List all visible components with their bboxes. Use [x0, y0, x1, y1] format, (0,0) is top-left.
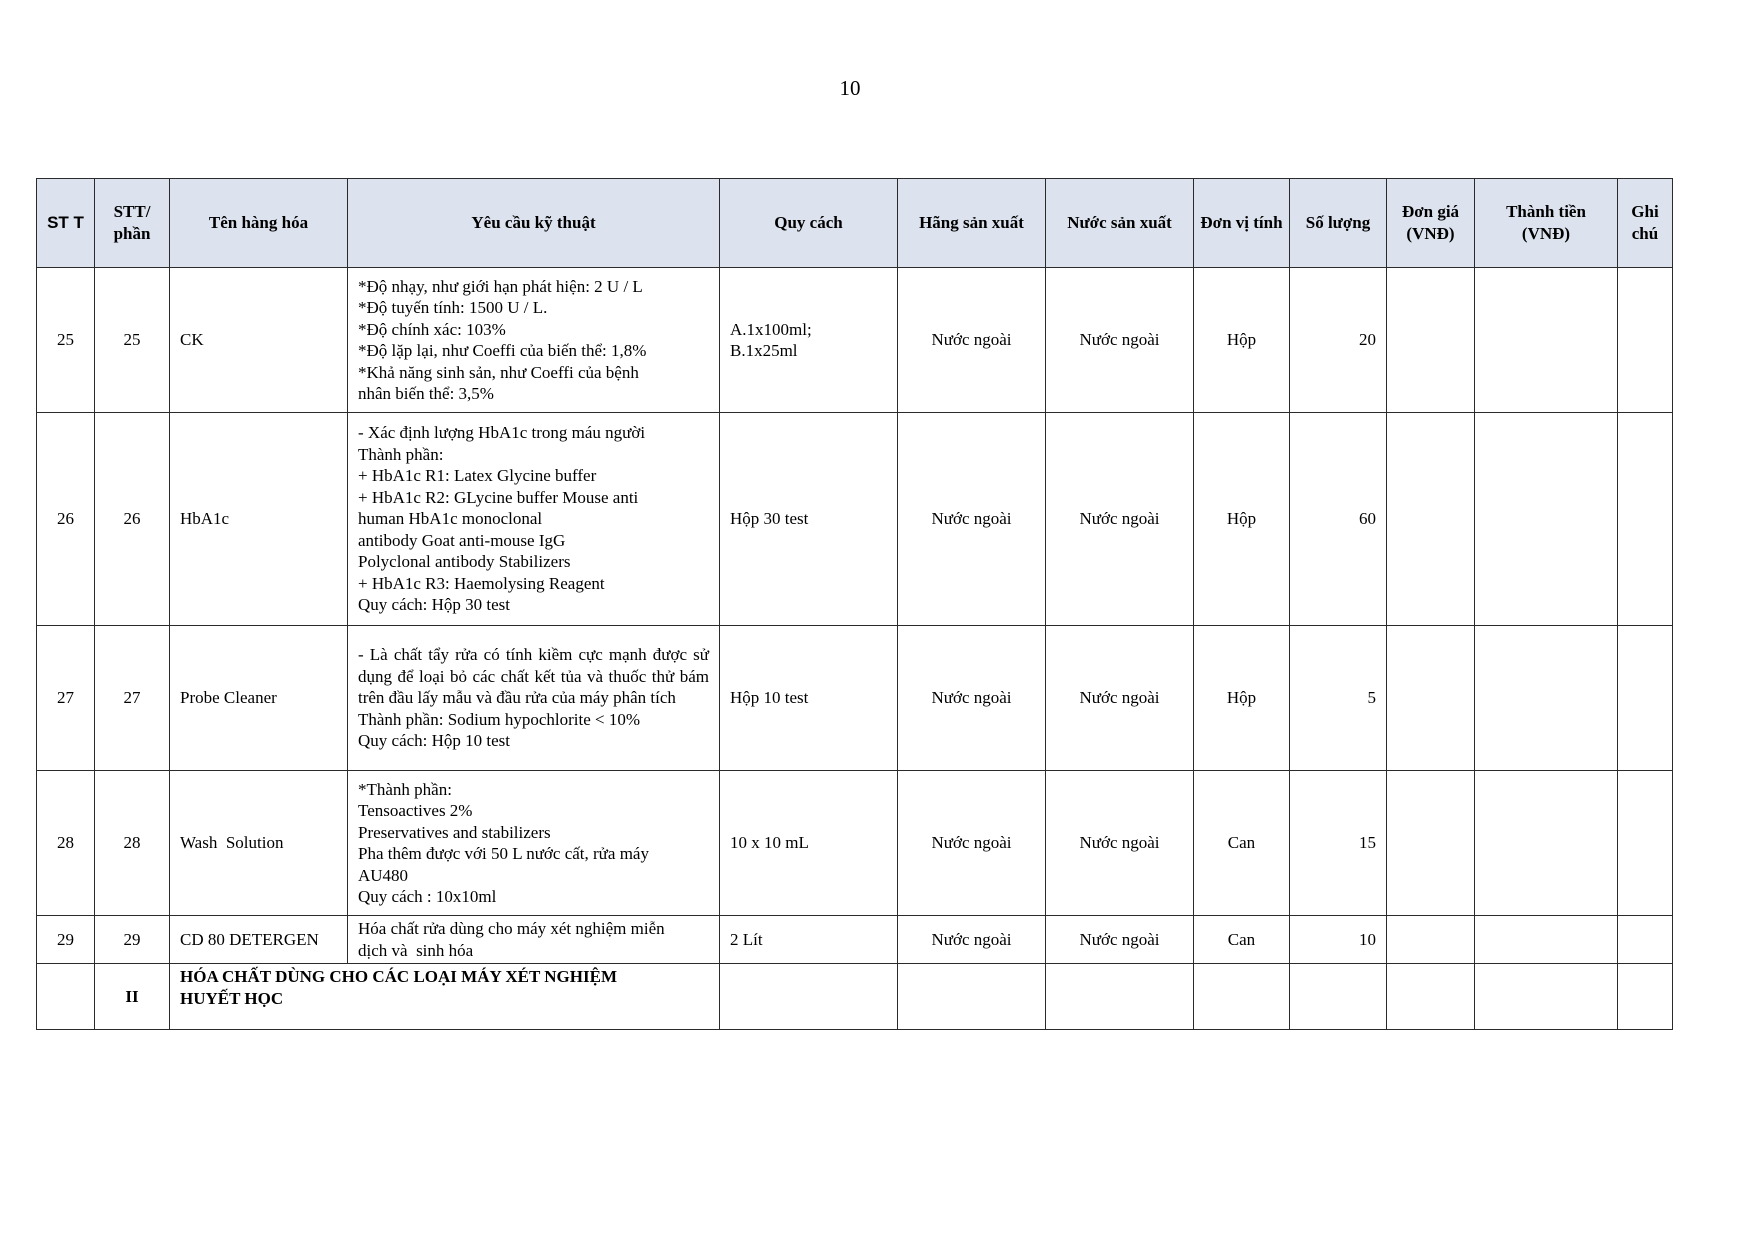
- spec-line: - Xác định lượng HbA1c trong máu người: [358, 423, 646, 443]
- cell-hang-san-xuat: Nước ngoài: [898, 626, 1046, 771]
- cell-hang-san-xuat: Nước ngoài: [898, 413, 1046, 626]
- cell-ten-hang-hoa: Probe Cleaner: [170, 626, 348, 771]
- col-ghi-chu: Ghi chú: [1618, 179, 1673, 268]
- cell-quy-cach: [720, 268, 898, 413]
- spec-line: + HbA1c R3: Haemolysing Reagent: [358, 573, 605, 593]
- goods-table: [36, 178, 1673, 1030]
- cell-don-gia: [1387, 964, 1475, 1030]
- spec-line: antibody Goat anti-mouse IgG: [358, 530, 566, 550]
- cell-quy-cach: [720, 626, 898, 771]
- cell-ten-hang-hoa: CK: [170, 268, 348, 413]
- spec-line: Thành phần:: [358, 444, 444, 464]
- col-so-luong: Số lượng: [1290, 179, 1387, 268]
- cell-yeu-cau: [348, 413, 720, 626]
- col-don-gia: Đơn giá (VNĐ): [1387, 179, 1475, 268]
- spec-line: AU480: [358, 865, 409, 885]
- cell-thanh-tien: [1475, 413, 1618, 626]
- cell-so-luong: 60: [1290, 413, 1387, 626]
- cell-yeu-cau: [348, 268, 720, 413]
- quy-cach-line: A.1x100ml;: [730, 319, 812, 339]
- cell-quy-cach: [720, 916, 898, 964]
- spec-line: Hóa chất rửa dùng cho máy xét nghiệm miễn: [358, 919, 665, 938]
- cell-stt: 26: [37, 413, 95, 626]
- cell-don-gia: [1387, 626, 1475, 771]
- quy-cach-line: 2 Lít: [730, 929, 763, 949]
- cell-thanh-tien: [1475, 916, 1618, 964]
- spec-paragraph: - Là chất tẩy rửa có tính kiềm cực mạnh được sử dụng để loại bỏ các chất kết tủa và thuốc thử bám trên đầu lấy mẫu và đầu rửa của máy phân tích: [358, 645, 709, 708]
- spec-line: Polyclonal antibody Stabilizers: [358, 552, 571, 572]
- cell-don-vi-tinh: Can: [1194, 916, 1290, 964]
- cell-nuoc-san-xuat: Nước ngoài: [1046, 413, 1194, 626]
- page-number: 10: [839, 76, 861, 100]
- cell-thanh-tien: [1475, 964, 1618, 1030]
- cell-stt-phan: 28: [95, 771, 170, 916]
- cell-quy-cach: [720, 964, 898, 1030]
- table-row: [37, 413, 1673, 626]
- quy-cach-line: 10 x 10 mL: [730, 833, 809, 853]
- cell-stt: 28: [37, 771, 95, 916]
- spec-line: Quy cách : 10x10ml: [358, 887, 497, 906]
- cell-ghi-chu: [1618, 413, 1673, 626]
- cell-ghi-chu: [1618, 626, 1673, 771]
- cell-don-vi-tinh: Hộp: [1194, 413, 1290, 626]
- spec-line: + HbA1c R2: GLycine buffer Mouse anti: [358, 487, 639, 507]
- cell-stt: 29: [37, 916, 95, 964]
- quy-cach-line: Hộp 10 test: [730, 688, 809, 708]
- section-title-line: HUYẾT HỌC: [180, 988, 284, 1008]
- col-stt-phan: STT/ phần: [95, 179, 170, 268]
- cell-hang-san-xuat: Nước ngoài: [898, 771, 1046, 916]
- cell-yeu-cau: [348, 916, 720, 964]
- cell-ten-hang-hoa: CD 80 DETERGEN: [170, 916, 348, 964]
- cell-nuoc-san-xuat: Nước ngoài: [1046, 916, 1194, 964]
- col-yeu-cau-ky-thuat: Yêu cầu kỹ thuật: [348, 179, 720, 268]
- cell-don-gia: [1387, 916, 1475, 964]
- cell-nuoc-san-xuat: Nước ngoài: [1046, 771, 1194, 916]
- table-row: [37, 771, 1673, 916]
- col-thanh-tien: Thành tiền (VNĐ): [1475, 179, 1618, 268]
- section-label: II: [95, 964, 170, 1030]
- spec-line: *Độ nhạy, như giới hạn phát hiện: 2 U / L: [358, 276, 643, 296]
- cell-ghi-chu: [1618, 916, 1673, 964]
- spec-line: *Độ lặp lại, như Coeffi của biến thể: 1,8%: [358, 341, 647, 360]
- cell-so-luong: 5: [1290, 626, 1387, 771]
- cell-thanh-tien: [1475, 626, 1618, 771]
- col-nuoc-san-xuat: Nước sản xuất: [1046, 179, 1194, 268]
- table-row: [37, 268, 1673, 413]
- cell-nuoc-san-xuat: [1046, 964, 1194, 1030]
- spec-line: nhân biến thể: 3,5%: [358, 384, 494, 403]
- cell-don-vi-tinh: Hộp: [1194, 626, 1290, 771]
- cell-stt-phan: 25: [95, 268, 170, 413]
- cell-stt-phan: 29: [95, 916, 170, 964]
- cell-so-luong: [1290, 964, 1387, 1030]
- spec-line: human HbA1c monoclonal: [358, 509, 543, 529]
- cell-ten-hang-hoa: Wash Solution: [170, 771, 348, 916]
- col-hang-san-xuat: Hãng sản xuất: [898, 179, 1046, 268]
- spec-line: Tensoactives 2%: [358, 801, 473, 820]
- spec-line: *Độ tuyến tính: 1500 U / L.: [358, 298, 548, 317]
- spec-line: Preservatives and stabilizers: [358, 822, 551, 842]
- cell-so-luong: 20: [1290, 268, 1387, 413]
- cell-quy-cach: [720, 771, 898, 916]
- col-quy-cach: Quy cách: [720, 179, 898, 268]
- cell-hang-san-xuat: Nước ngoài: [898, 916, 1046, 964]
- cell-ghi-chu: [1618, 268, 1673, 413]
- cell-hang-san-xuat: [898, 964, 1046, 1030]
- spec-line: dịch và sinh hóa: [358, 940, 474, 960]
- cell-hang-san-xuat: Nước ngoài: [898, 268, 1046, 413]
- cell-don-gia: [1387, 268, 1475, 413]
- cell-stt: [37, 964, 95, 1030]
- cell-nuoc-san-xuat: Nước ngoài: [1046, 626, 1194, 771]
- quy-cach-line: B.1x25ml: [730, 341, 798, 360]
- table-row: [37, 916, 1673, 964]
- spec-line: *Khả năng sinh sản, như Coeffi của bệnh: [358, 362, 639, 382]
- cell-ghi-chu: [1618, 964, 1673, 1030]
- cell-thanh-tien: [1475, 771, 1618, 916]
- cell-don-vi-tinh: Can: [1194, 771, 1290, 916]
- cell-stt: 27: [37, 626, 95, 771]
- spec-line: *Độ chính xác: 103%: [358, 319, 506, 339]
- spec-line: + HbA1c R1: Latex Glycine buffer: [358, 466, 597, 486]
- col-stt: ST T: [37, 179, 95, 268]
- quy-cach-line: Hộp 30 test: [730, 509, 809, 529]
- col-don-vi-tinh: Đơn vị tính: [1194, 179, 1290, 268]
- cell-yeu-cau: [348, 771, 720, 916]
- cell-ten-hang-hoa: HbA1c: [170, 413, 348, 626]
- spec-line: *Thành phần:: [358, 779, 452, 799]
- cell-so-luong: 15: [1290, 771, 1387, 916]
- cell-don-gia: [1387, 771, 1475, 916]
- section-row: [37, 964, 1673, 1030]
- cell-nuoc-san-xuat: Nước ngoài: [1046, 268, 1194, 413]
- spec-line: Thành phần: Sodium hypochlorite < 10%: [358, 709, 641, 729]
- cell-so-luong: 10: [1290, 916, 1387, 964]
- cell-don-gia: [1387, 413, 1475, 626]
- cell-don-vi-tinh: Hộp: [1194, 268, 1290, 413]
- section-title: [170, 964, 720, 1030]
- header-row: [37, 179, 1673, 268]
- cell-ghi-chu: [1618, 771, 1673, 916]
- section-title-line: HÓA CHẤT DÙNG CHO CÁC LOẠI MÁY XÉT NGHIỆM: [180, 967, 617, 986]
- spec-line: Pha thêm được với 50 L nước cất, rửa máy: [358, 844, 649, 863]
- cell-yeu-cau: [348, 626, 720, 771]
- cell-stt-phan: 27: [95, 626, 170, 771]
- cell-don-vi-tinh: [1194, 964, 1290, 1030]
- cell-thanh-tien: [1475, 268, 1618, 413]
- table-row: [37, 626, 1673, 771]
- spec-line: Quy cách: Hộp 30 test: [358, 595, 511, 615]
- col-ten-hang-hoa: Tên hàng hóa: [170, 179, 348, 268]
- cell-stt-phan: 26: [95, 413, 170, 626]
- spec-line: Quy cách: Hộp 10 test: [358, 731, 511, 751]
- cell-stt: 25: [37, 268, 95, 413]
- cell-quy-cach: [720, 413, 898, 626]
